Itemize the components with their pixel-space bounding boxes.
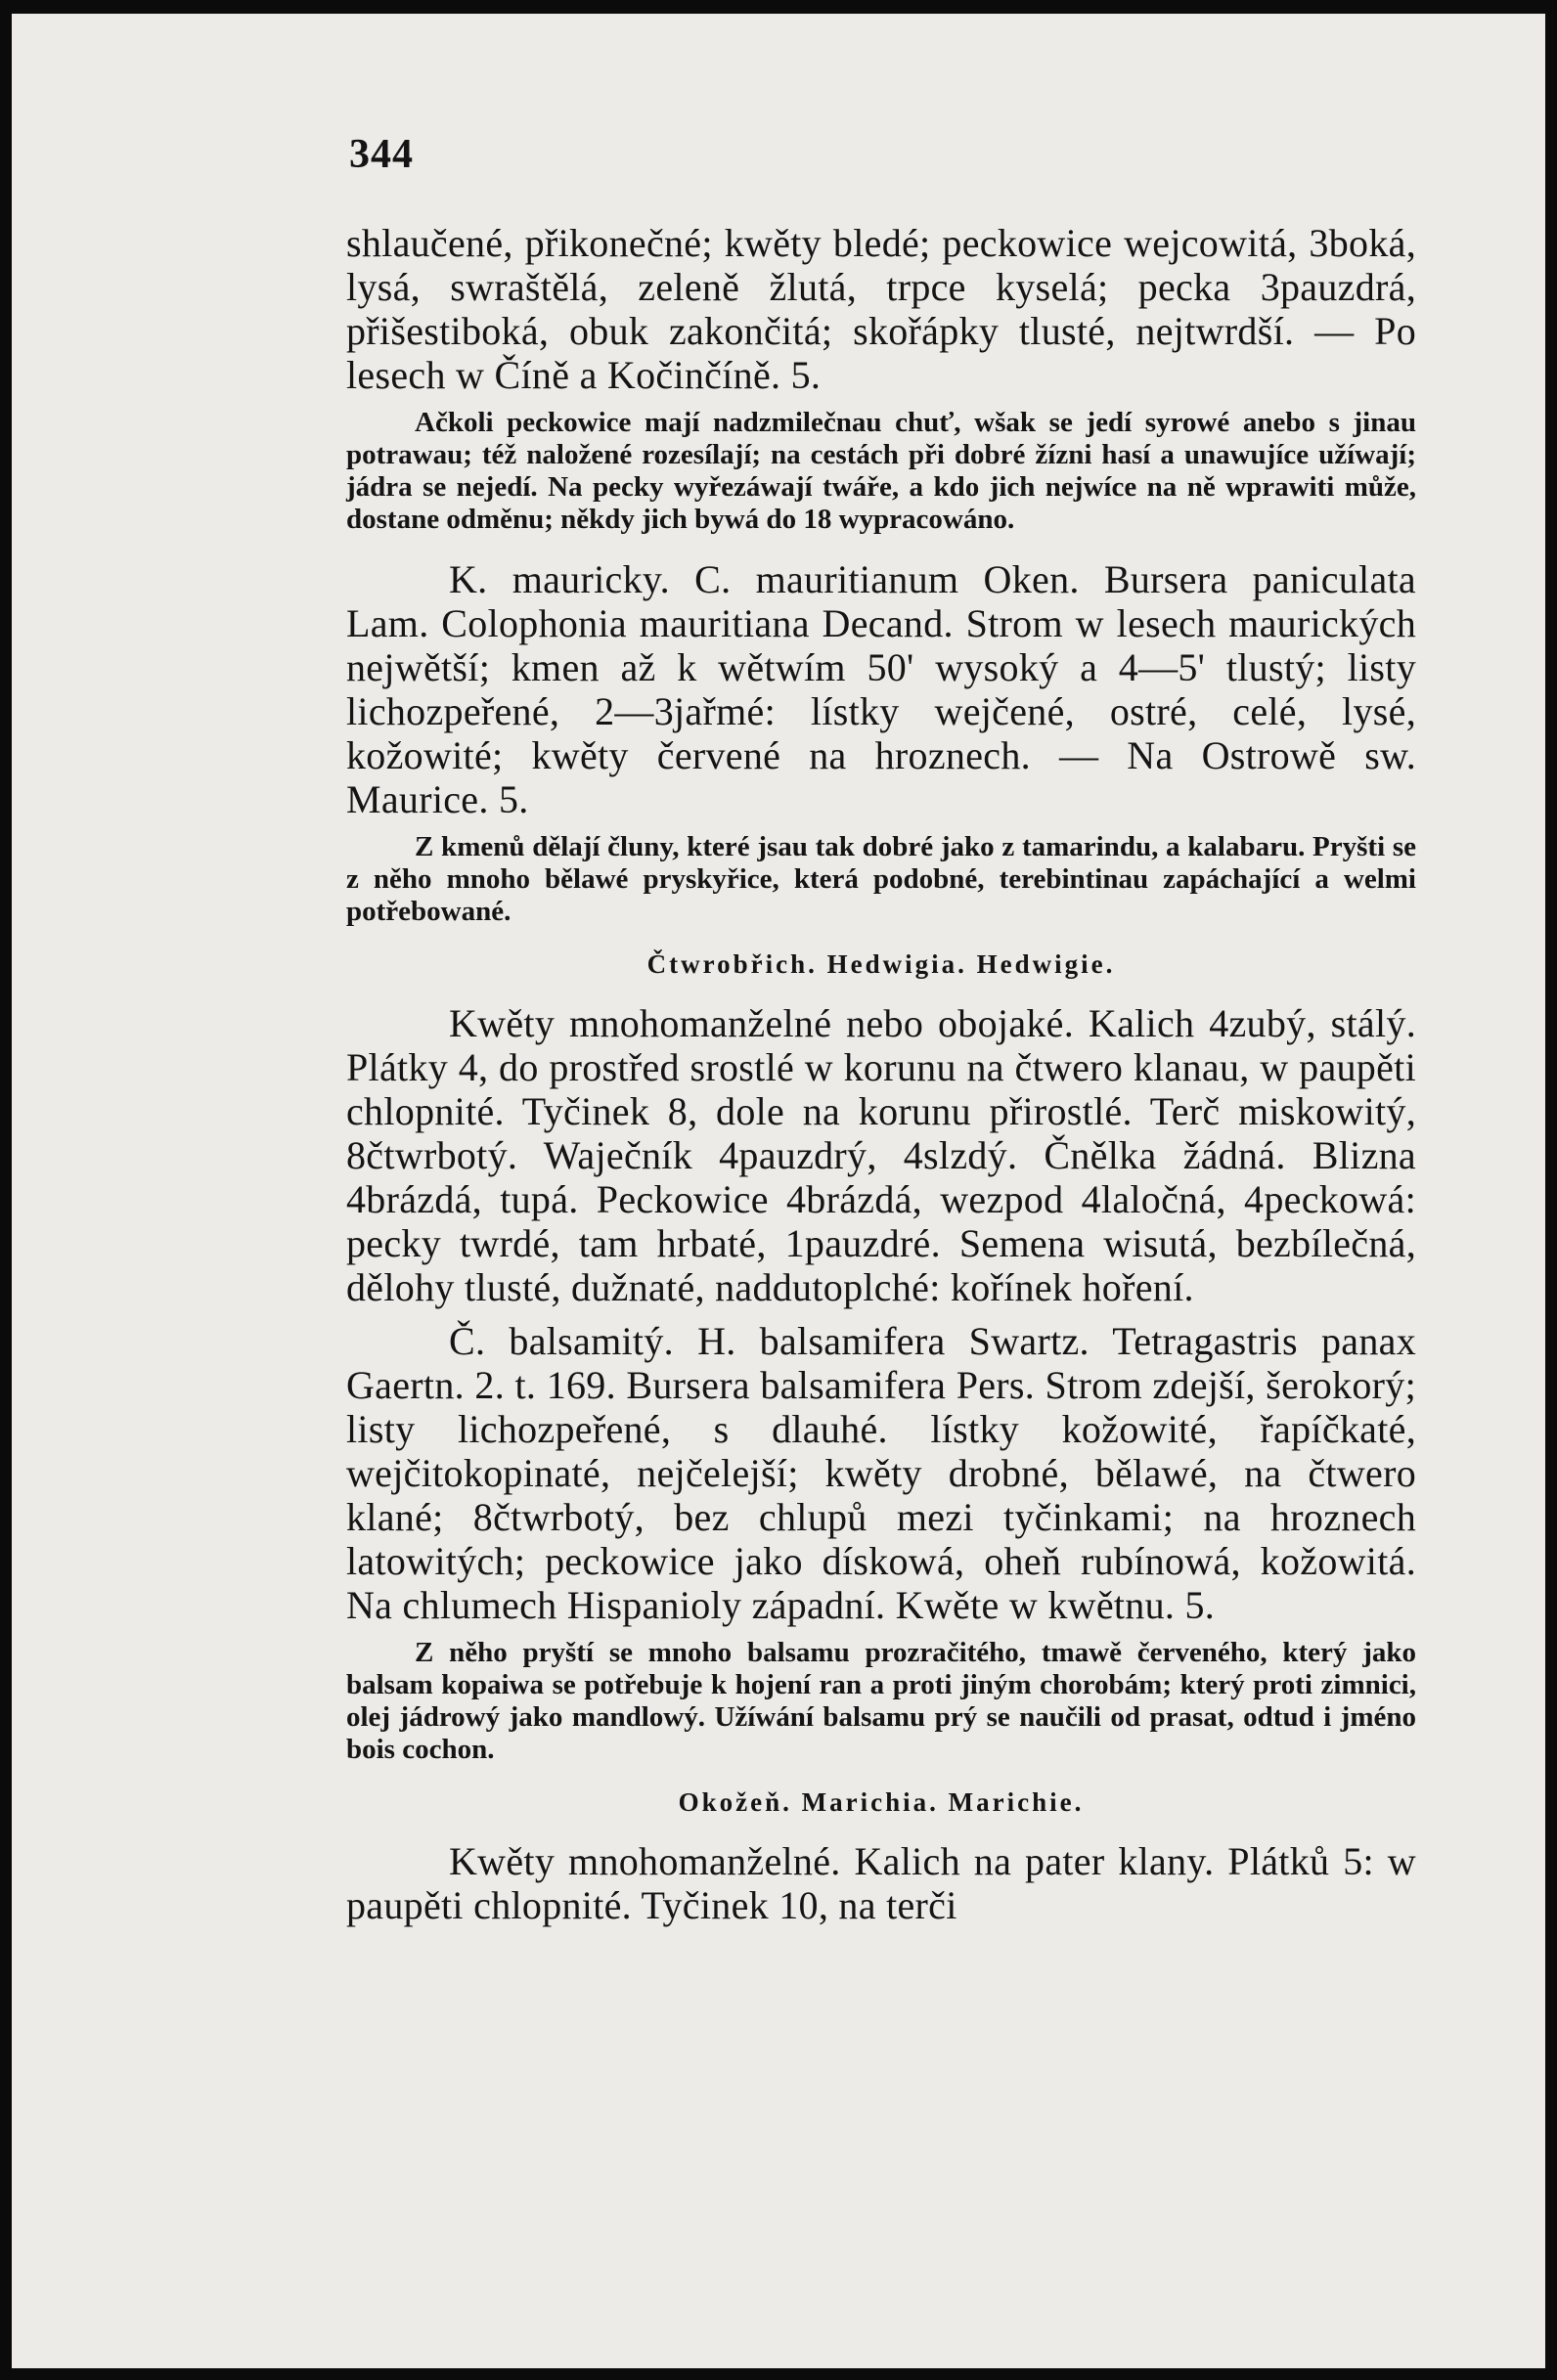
page-number: 344 [349, 132, 414, 177]
book-page [12, 14, 1545, 2368]
paragraph-species-mauricky: K. mauricky. C. mauritianum Oken. Bursera paniculata Lam. Colophonia mauritiana Decand. Strom w lesech maurických nejwětší; kmen až k wětwím 50' wysoký a 4—5' tlustý; listy lichozpeřené, 2—3jařmé: lístky wejčené, ostré, celé, lysé, kožowité; kwěty červené na hroznech. — Na Ostrowě sw. Maurice. 5. [346, 557, 1416, 821]
genus-heading-marichia: Okožeň. Marichia. Marichie. [678, 1787, 1085, 1817]
text-block [346, 221, 1416, 1927]
paragraph-species-balsamity: Č. balsamitý. H. balsamifera Swartz. Tetragastris panax Gaertn. 2. t. 169. Bursera balsamifera Pers. Strom zdejší, šerokorý; listy lichozpeřené, s dlauhé. lístky kožowité, řapíčkaté, wejčitokopinaté, nejčelejší; kwěty drobné, bělawé, na čtwero klané; 8čtwrbotý, bez chlupů mezi tyčinkami; na hroznech latowitých; peckowice jako dískowá, oheň rubínowá, kožowitá. Na chlumech Hispanioly západní. Kwěte w kwětnu. 5. [346, 1319, 1416, 1627]
note-usage-third: Z něho pryští se mnoho balsamu prozračitého, tmawě červeného, který jako balsam kopaiwa se potřebuje k hojení ran a proti jiným chorobám; který proti zimnici, olej jádrowý jako mandlowý. Užíwání balsamu prý se naučili od prasat, odtud i jméno bois cochon. [346, 1637, 1416, 1765]
note-usage-second: Z kmenů dělají čluny, které jsau tak dobré jako z tamarindu, a kalabaru. Pryšti se z něho mnoho bělawé pryskyřice, která podobné, terebintinau zapáchající a welmi potřebowané. [346, 831, 1416, 927]
genus-heading-hedwigia: Čtwrobřich. Hedwigia. Hedwigie. [646, 949, 1116, 979]
paragraph-genus-hedwigia: Kwěty mnohomanželné nebo obojaké. Kalich 4zubý, stálý. Plátky 4, do prostřed srostlé w korunu na čtwero klanau, w paupěti chlopnité. Tyčinek 8, dole na korunu přirostlé. Terč miskowitý, 8čtwrbotý. Waječník 4pauzdrý, 4slzdý. Čnělka žádná. Blizna 4brázdá, tupá. Peckowice 4brázdá, wezpod 4laločná, 4peckowá: pecky twrdé, tam hrbaté, 1pauzdré. Semena wisutá, bezbílečná, dělohy tlusté, dužnaté, naddutoplché: kořínek hoření. [346, 1001, 1416, 1309]
paragraph-description-end: shlaučené, přikonečné; kwěty bledé; peckowice wejcowitá, 3boká, lysá, swraštělá, zeleně žlutá, trpce kyselá; pecka 3pauzdrá, přišestiboká, obuk zakončitá; skořápky tlusté, nejtwrdší. — Po lesech w Číně a Kočinčíně. 5. [346, 221, 1416, 397]
note-usage-first: Ačkoli peckowice mají nadzmilečnau chuť, wšak se jedí syrowé anebo s jinau potrawau; též naložené rozesílají; na cestách při dobré žízni hasí a unawujíce užíwají; jádra se nejedí. Na pecky wyřezáwají twáře, a kdo jich nejwíce na ně wprawiti může, dostane odměnu; někdy jich bywá do 18 wypracowáno. [346, 407, 1416, 535]
paragraph-genus-marichia: Kwěty mnohomanželné. Kalich na pater klany. Plátků 5: w paupěti chlopnité. Tyčinek 10, na terči [346, 1839, 1416, 1927]
